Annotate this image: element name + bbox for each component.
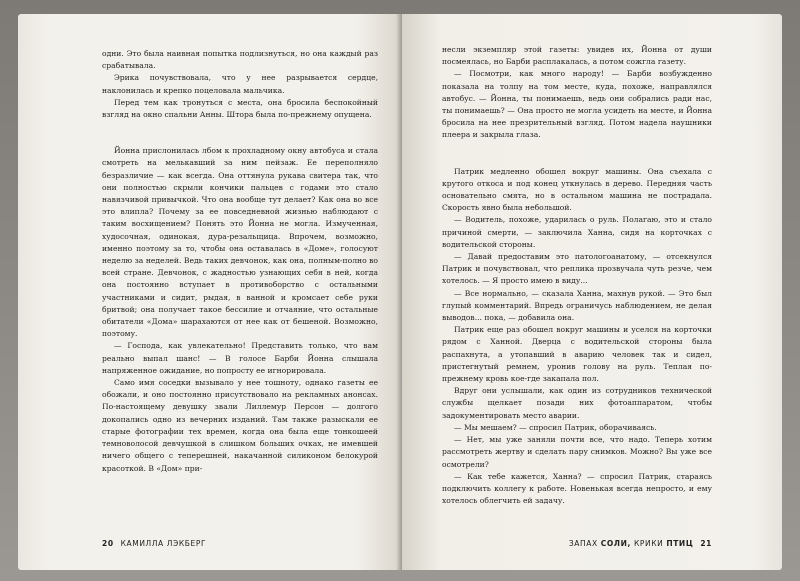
section-break xyxy=(442,142,712,166)
running-head-word: ПТИЦ xyxy=(666,539,694,548)
paragraph: — Все нормально, — сказала Ханна, махнув рукой. — Это был глупый комментарий. Впредь ограничусь наблюдением, не делая выводов... пока, — добавила она. xyxy=(442,288,712,323)
paragraph: несли экземпляр этой газеты: увидев их, Йонна от души посмеялась, но Барби расплакалась, а потом сожгла газету. xyxy=(442,45,712,67)
right-footer xyxy=(569,539,712,548)
paragraph: — Господа, как увлекательно! Представить только, что вам реально выпал шанс! — В голосе Барби Йонна слышала напряженное ожидание, но попросту ее игнорировала. xyxy=(102,341,378,375)
paragraph: — Мы мешаем? — спросил Патрик, оборачиваясь. xyxy=(454,422,657,432)
left-page xyxy=(18,14,402,570)
paragraph: Эрика почувствовала, что у нее разрывается сердце, наклонилась и крепко поцеловала мальчика. xyxy=(102,73,378,95)
paragraph: — Нет, мы уже заняли почти все, что надо. Теперь хотим рассмотреть жертву и сделать пару снимков. Можно? Вы уже все осмотрели? xyxy=(442,435,712,469)
running-head-word: КРИКИ xyxy=(633,539,664,548)
paragraph: — Давай предоставим это патологоанатому, — отсекнулся Патрик и почувствовал, что реплика прозвучала чуть резче, чем хотелось. — Я просто имею в виду... xyxy=(442,252,712,286)
page-number: 21 xyxy=(700,539,712,548)
paragraph: одни. Это была наивная попытка подлизнуться, но она каждый раз срабатывала. xyxy=(102,49,378,71)
paragraph: Йонна прислонилась лбом к прохладному окну автобуса и стала смотреть на мелькавший за ним пейзаж. Ее переполняло безразличие — как всегда. Она оттянула рукава свитера так, что они полностью скрыли кончики пальцев с годами это стало навязчивой привычкой. Что она вообще тут делает? Как она во все это влипла? Почему за ее повседневной жизнью наблюдают с таким восхищением? Понять это Йонна не могла. Измученная, худосочная, одинокая, дура-резальщица. Впрочем, возможно, именно поэтому за то, чтобы она оставалась в «Доме», голосуют неделю за неделей. Ведь таких девчонок, как она, полным-полно во всей стране. Девчонок, с жадностью узнающих себя в ней, когда она постоянно вступает в противоборство с остальными участниками и сидит, рыдая, в ванной и кромсает себе руки бритвой; она получает такое бессилие и отчаяние, что остальные обитатели «Дома» шарахаются от нее как от бешеной. Возможно, поэтому. xyxy=(102,146,378,339)
paragraph: — Посмотри, как много народу! — Барби возбужденно показала на толпу на том месте, куда, похоже, направлялся автобус. — Йонна, ты понимаешь, ведь они собрались ради нас, ты понимаешь? — Она просто не могла усидеть на месте, и Йонна бросила на нее презрительный взгляд. Потом надела наушники плеера и закрыла глаза. xyxy=(442,69,712,140)
paragraph: — Как тебе кажется, Ханна? — спросил Патрик, стараясь подключить коллегу к работе. Новенькая всегда непросто, и ему хотелось облегчить ей задачу. xyxy=(442,471,712,506)
paragraph: Патрик медленно обошел вокруг машины. Она съехала с крутого откоса и под конец уткнулась в дерево. Передняя часть основательно смята, но в остальном машина не пострадала. Скорость явно была небольшой. xyxy=(442,166,712,213)
paragraph: Патрик еще раз обошел вокруг машины и уселся на корточки рядом с Ханной. Дверца с водительской стороны была распахнута, а утопавший в аварию человек так и сидел, пристегнутый ремнем, уронив голову на руль. Теплая по-прежнему кровь кое-где закапала пол. xyxy=(442,325,712,384)
paragraph: Само имя соседки вызывало у нее тошноту, однако газеты ее обожали, и оно постоянно присутствовало на рекламных анонсах. По-настоящему девушку звали Лиллемур Персон — долгого докопались одно из вечерних изданий. Там также разыскали ее старые фотографии тех времен, когда она была еще тонкошеей темноволосой девчушкой в слишком больших очках, не имевшей ничего общего с теперешней, накачанной силиконом белокурой красоткой. В «Дом» при- xyxy=(102,378,378,473)
paragraph: Вдруг они услышали, как один из сотрудников технической службы щелкает позади них фотоаппаратом, чтобы задокументировать место аварии. xyxy=(442,386,712,420)
running-head: КАМИЛЛА ЛЭКБЕРГ xyxy=(120,539,207,548)
running-head-word: СОЛИ, xyxy=(600,539,631,548)
right-page xyxy=(402,14,782,570)
running-head-word: ЗАПАХ xyxy=(568,539,598,548)
page-number: 20 xyxy=(102,539,114,548)
left-footer xyxy=(102,539,206,548)
paragraph: Перед тем как тронуться с места, она бросила беспокойный взгляд на окно спальни Анны. Штора была по-прежнему опущена. xyxy=(102,97,378,120)
section-break xyxy=(102,121,378,145)
paragraph: — Водитель, похоже, ударилась о руль. Полагаю, это и стало причиной смерти, — заключила Ханна, сидя на корточках с водительской стороны. xyxy=(442,215,712,249)
